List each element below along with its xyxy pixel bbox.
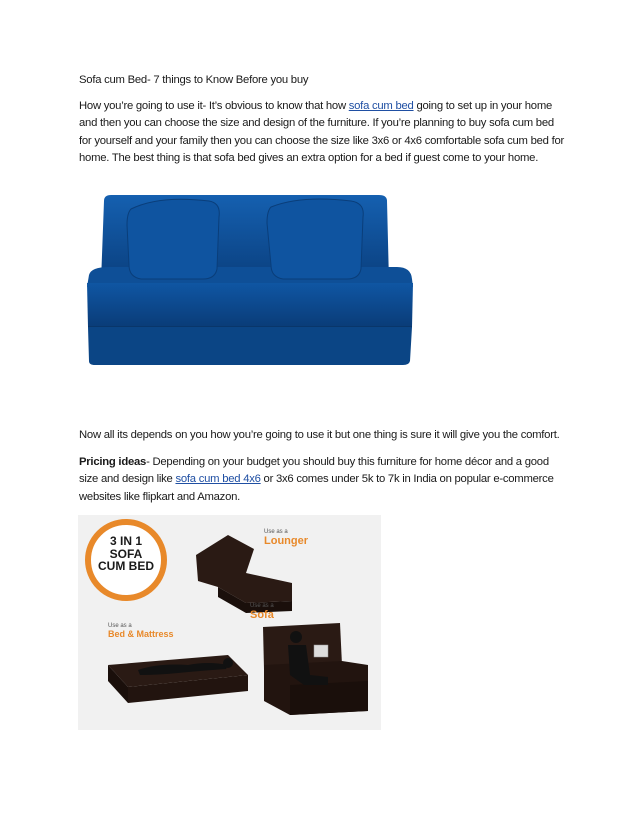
lounger-label: Lounger: [264, 535, 308, 547]
sofa-cum-bed-link[interactable]: sofa cum bed: [348, 100, 414, 112]
paragraph-usage-text-end: going to set up in your home and then you can choose the size and design of the furniture. If you’re planning to buy sofa cum bed for yourself and your family then you can choose the size like 3x6 or 4x6 comfortable sofa cum bed for home. The best thing is that sofa bed gives an extra option for a bed if guest come to your home.: [79, 100, 565, 165]
lounger-use-caption: Use as a: [264, 529, 288, 535]
sofa-cum-bed-4x6-link[interactable]: sofa cum bed 4x6: [175, 473, 261, 486]
paragraph-pricing-text-start: - Depending on your budget you should buy this furniture for home décor and a good size and design like: [79, 456, 549, 486]
badge-line-3: CUM BED: [98, 559, 154, 573]
blue-sofa-image: [79, 187, 424, 385]
bed-use-caption: Use as a: [108, 623, 132, 629]
sofa-use-caption: Use as a: [250, 603, 274, 609]
paragraph-pricing: [79, 454, 569, 506]
badge-line-2: SOFA: [109, 546, 143, 561]
sofa-label: Sofa: [250, 609, 274, 621]
bed-mattress-label: Bed & Mattress: [108, 629, 174, 639]
blue-sofa-illustration: [79, 187, 424, 385]
article-title: Sofa cum Bed- 7 things to Know Before you buy: [79, 74, 309, 86]
badge-line-1: 3 IN 1: [109, 534, 142, 548]
paragraph-comfort: Now all its depends on you how you’re going to use it but one thing is sure it will give you the comfort.: [79, 429, 560, 441]
paragraph-pricing-text-end: or 3x6 comes under 5k to 7k in India on popular e-commerce websites like flipkart and Amazon.: [79, 473, 554, 503]
pricing-ideas-heading: Pricing ideas: [79, 456, 147, 468]
paragraph-usage: [79, 98, 569, 168]
three-in-one-sofa-image: [78, 515, 381, 730]
three-in-one-badge: [96, 535, 156, 573]
paragraph-usage-text-start: How you’re going to use it- It’s obvious to know that how: [79, 100, 349, 112]
